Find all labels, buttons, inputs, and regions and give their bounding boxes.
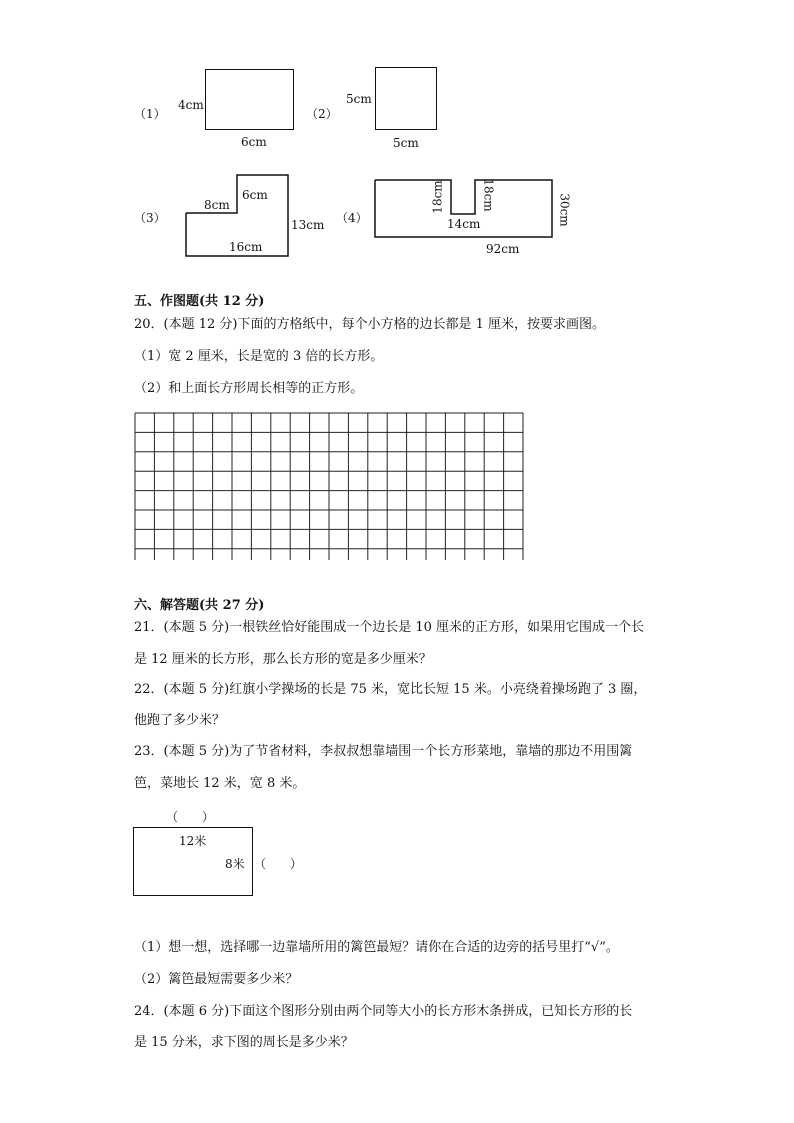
- figure-4-notch-right-label: 18cm: [481, 178, 496, 212]
- figures-row-2-drawing: [0, 0, 794, 300]
- figure-3-index: （3）: [134, 211, 166, 225]
- grid-paper[interactable]: [134, 412, 526, 560]
- figure-3-bottom-label: 16cm: [229, 240, 263, 254]
- question-23-part-2: （2）篱笆最短需要多少米？: [134, 972, 299, 987]
- figure-1-height-label: 4cm: [178, 98, 204, 112]
- question-20: 20．(本题 12 分)下面的方格纸中，每个小方格的边长都是 1 厘米，按要求画图。: [134, 317, 606, 332]
- figure-3-right-label: 13cm: [291, 218, 325, 232]
- figure-2-width-label: 5cm: [393, 136, 419, 150]
- question-24-line-2: 是 15 分米，求下图的周长是多少米？: [134, 1035, 354, 1050]
- figure-3-top-label: 6cm: [242, 188, 268, 202]
- figure-4-notch-bottom-label: 14cm: [447, 217, 481, 231]
- figure-2-index: （2）: [306, 107, 338, 121]
- plot-width-label: 8米: [225, 857, 245, 871]
- question-23-line-2: 笆，菜地长 12 米，宽 8 米。: [134, 776, 306, 791]
- question-21-line-1: 21．(本题 5 分)一根铁丝恰好能围成一个边长是 10 厘米的正方形，如果用它围成一个长: [134, 620, 645, 635]
- plot-length-label: 12米: [179, 834, 207, 848]
- section-5-title: 五、作图题(共 12 分): [134, 294, 265, 309]
- question-23-part-1: （1）想一想，选择哪一边靠墙所用的篱笆最短？请你在合适的边旁的括号里打“√”。: [134, 940, 619, 955]
- right-side-answer-bracket[interactable]: （ ）: [254, 857, 303, 871]
- figure-3-step-label: 8cm: [204, 198, 230, 212]
- section-6-title: 六、解答题(共 27 分): [134, 598, 265, 613]
- question-22-line-1: 22．(本题 5 分)红旗小学操场的长是 75 米，宽比长短 15 米。小亮绕着操场跑了 3 圈，: [134, 682, 647, 697]
- figure-4-bottom-label: 92cm: [486, 242, 520, 256]
- figure-4-notch-left-label: 18cm: [430, 180, 445, 214]
- question-22-line-2: 他跑了多少米？: [134, 713, 226, 728]
- figure-1-width-label: 6cm: [241, 135, 267, 149]
- figure-1-index: （1）: [134, 107, 166, 121]
- question-20-part-1: （1）宽 2 厘米，长是宽的 3 倍的长方形。: [134, 349, 384, 364]
- figure-4-right-label: 30cm: [557, 193, 572, 227]
- question-24-line-1: 24．(本题 6 分)下面这个图形分别由两个同等大小的长方形木条拼成，已知长方形的长: [134, 1004, 633, 1019]
- question-21-line-2: 是 12 厘米的长方形，那么长方形的宽是多少厘米？: [134, 652, 432, 667]
- figure-4-index: （4）: [336, 211, 368, 225]
- question-20-part-2: （2）和上面长方形周长相等的正方形。: [134, 381, 364, 396]
- figure-2-height-label: 5cm: [346, 92, 372, 106]
- top-side-answer-bracket[interactable]: （ ）: [166, 810, 215, 824]
- question-23-line-1: 23．(本题 5 分)为了节省材料，李叔叔想靠墙围一个长方形菜地，靠墙的那边不用围篱: [134, 744, 633, 759]
